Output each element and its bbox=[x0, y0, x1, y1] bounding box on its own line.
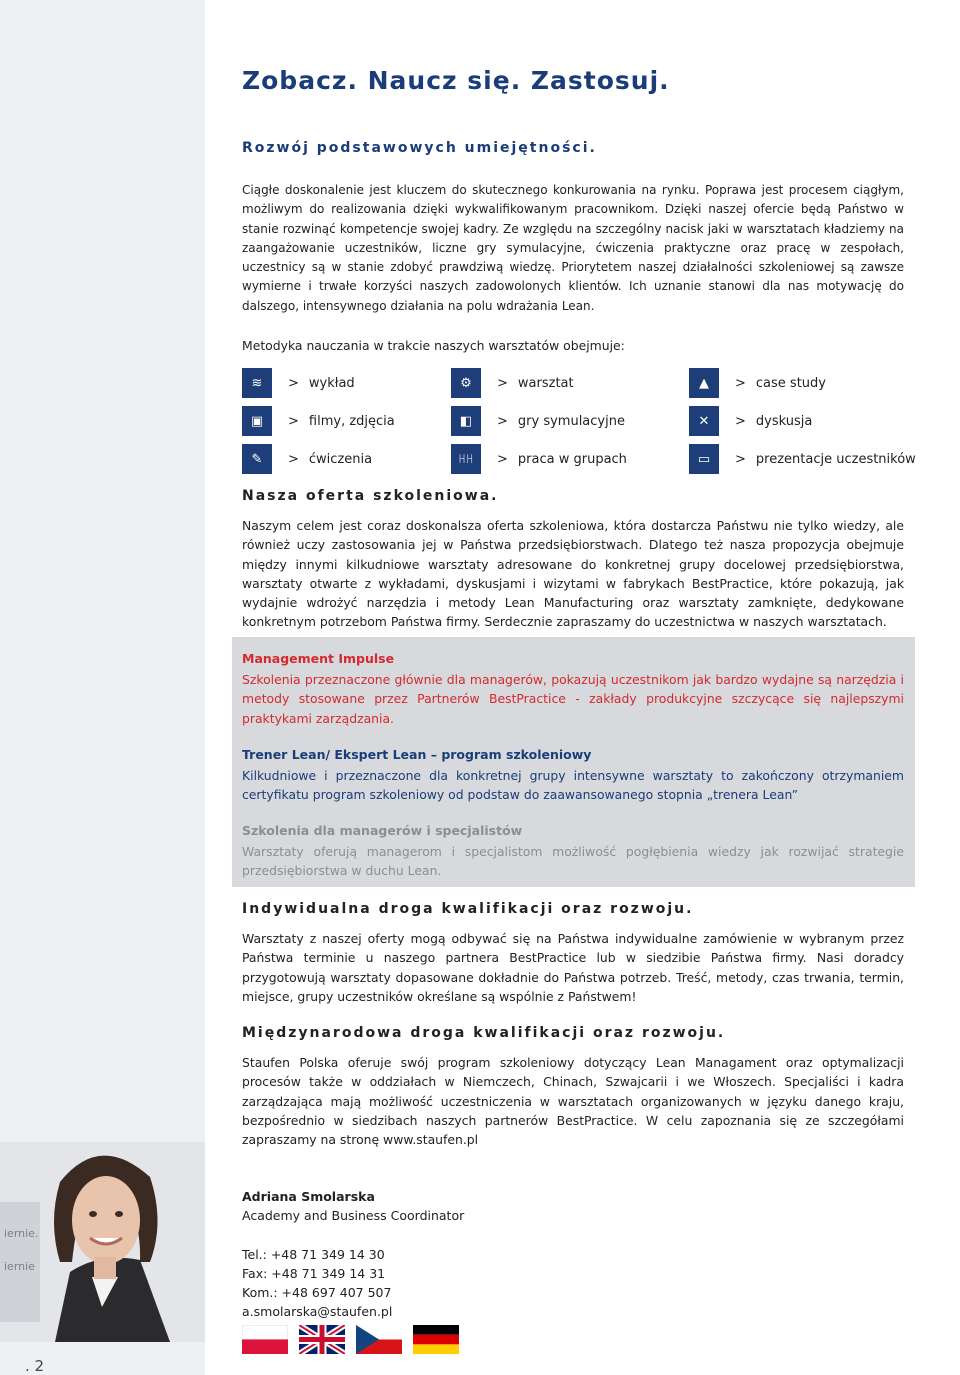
section-heading-individual: Indywidualna droga kwalifikacji oraz rozwoju. bbox=[242, 901, 694, 917]
poland-flag-icon[interactable] bbox=[242, 1325, 288, 1354]
methods-row-1 bbox=[242, 368, 922, 398]
intro-paragraph: Ciągłe doskonalenie jest kluczem do skutecznego konkurowania na rynku. Poprawa jest procesem ciągłym, możliwym do realizowania dzięki wykwalifikowanym pracownikom. Dzięki naszej ofercie będą Państwo w stanie rozwinąć kompetencje swojej kadry. Ze względu na szczególny nacisk jaki w warsztatach kładziemy na zaangażowanie uczestników, liczne gry symulacyjne, ćwiczenia praktyczne oraz pracę w zespołach, uczestnicy są w stanie zdobyć prawdziwą wiedzę. Priorytetem naszej działalności szkoleniowej są zawsze wymierne i trwałe korzyści naszych zadowolonych klientów. Ich uznanie stanowi dla nas motywację do dalszego, intensywnego działania na polu wdrażania Lean. bbox=[242, 183, 904, 313]
film-photo-icon: ▣ bbox=[242, 406, 272, 436]
svg-text:iernie.: iernie. bbox=[4, 1227, 39, 1240]
contact-phone[interactable]: Tel.: +48 71 349 14 30 bbox=[242, 1246, 385, 1262]
method-label: wykład bbox=[308, 375, 355, 391]
contact-card bbox=[242, 1187, 464, 1322]
methods-row-2 bbox=[242, 406, 922, 436]
page-number: . 2 bbox=[25, 1357, 45, 1375]
international-paragraph: Staufen Polska oferuje swój program szkoleniowy dotyczący Lean Managament oraz optymalizacji procesów także w oddziałach w Niemczech, Chinach, Szwajcarii i we Włoszech. Specjaliści i kadra zarządzająca mają możliwość uczestniczenia w warsztatach organizowanych w języku danego kraju, bezpośrednio w siedzibach naszych partnerów BestPractice. W celu zapoznania się ze szczegółami zapraszamy na stronę www.staufen.pl bbox=[242, 1055, 904, 1148]
offer-paragraph: Naszym celem jest coraz doskonalsza oferta szkoleniowa, która dostarcza Państwu nie tylko wiedzy, ale również uczy zastosowania jej w Państwa przedsiębiorstwach. Dlatego też nasza propozycja obejmuje między innymi kilkudniowe warsztaty adresowane do konkretnej grupy docelowej przedsiębiorstwa, warsztaty otwarte z wykładami, dyskusjami i wizytami w fabrykach BestPractice, które pokazują, jak wydajnie wdrożyć narzędzia i metody Lean Manufacturing oraz warsztaty zamknięte, dedykowane konkretnym potrzebom Państwa firmy. Serdecznie zapraszamy do uczestnictwa w naszych warsztatach. bbox=[242, 518, 904, 630]
program-text-lean-trainer: Kilkudniowe i przeznaczone dla konkretnej grupy intensywne warsztaty to zakończony otrzymaniem certyfikatu program szkoleniowy od podstaw do zaawansowanego stopnia „trenera Lean” bbox=[242, 768, 904, 803]
method-label: dyskusja bbox=[755, 413, 813, 429]
method-label: gry symulacyjne bbox=[517, 413, 625, 429]
method-label: praca w grupach bbox=[517, 451, 627, 467]
program-title-management-impulse: Management Impulse bbox=[242, 651, 395, 666]
uk-flag-icon[interactable] bbox=[299, 1325, 345, 1354]
exercise-icon: ✎ bbox=[242, 444, 272, 474]
program-title-managers-specialists: Szkolenia dla managerów i specjalistów bbox=[242, 823, 523, 838]
method-item bbox=[689, 444, 916, 474]
contact-photo bbox=[0, 1142, 205, 1342]
program-text-managers-specialists: Warsztaty oferują managerom i specjalistom możliwość pogłębienia wiedzy jak rozwijać strategie przedsiębiorstwa w duchu Lean. bbox=[242, 844, 904, 879]
method-arrow: > bbox=[497, 375, 508, 391]
lecture-icon: ≋ bbox=[242, 368, 272, 398]
method-item bbox=[242, 368, 355, 398]
methods-intro: Metodyka nauczania w trakcie naszych warsztatów obejmuje: bbox=[242, 338, 625, 353]
method-item bbox=[689, 406, 812, 436]
method-arrow: > bbox=[497, 451, 508, 467]
method-item bbox=[451, 444, 627, 474]
simulation-game-icon: ◧ bbox=[451, 406, 481, 436]
method-item bbox=[242, 444, 372, 474]
svg-text:iernie: iernie bbox=[4, 1260, 35, 1273]
method-arrow: > bbox=[497, 413, 508, 429]
method-item bbox=[451, 406, 625, 436]
methods-row-3 bbox=[242, 444, 922, 474]
case-study-icon: ▲ bbox=[689, 368, 719, 398]
method-label: warsztat bbox=[517, 375, 574, 391]
contact-role: Academy and Business Coordinator bbox=[242, 1208, 465, 1224]
method-item bbox=[451, 368, 574, 398]
program-title-lean-trainer: Trener Lean/ Ekspert Lean – program szkoleniowy bbox=[242, 747, 592, 762]
contact-name: Adriana Smolarska bbox=[242, 1189, 375, 1204]
method-arrow: > bbox=[288, 375, 299, 391]
section-heading-basic-skills: Rozwój podstawowych umiejętności. bbox=[242, 140, 597, 156]
section-heading-international: Międzynarodowa droga kwalifikacji oraz rozwoju. bbox=[242, 1025, 726, 1041]
language-flags bbox=[242, 1325, 459, 1354]
contact-fax: Fax: +48 71 349 14 31 bbox=[242, 1265, 386, 1281]
method-item bbox=[242, 406, 395, 436]
method-label: case study bbox=[755, 375, 826, 391]
method-label: prezentacje uczestników bbox=[755, 451, 916, 467]
group-work-icon: ꀿꀿ bbox=[451, 444, 481, 474]
method-arrow: > bbox=[288, 451, 299, 467]
portrait-image bbox=[0, 1142, 205, 1342]
czech-flag-icon[interactable] bbox=[356, 1325, 402, 1354]
method-arrow: > bbox=[735, 451, 746, 467]
page-title: Zobacz. Naucz się. Zastosuj. bbox=[242, 66, 670, 95]
presentation-icon: ▭ bbox=[689, 444, 719, 474]
method-arrow: > bbox=[735, 413, 746, 429]
discussion-icon: ✕ bbox=[689, 406, 719, 436]
method-label: ćwiczenia bbox=[308, 451, 373, 467]
program-text-management-impulse: Szkolenia przeznaczone głównie dla managerów, pokazują uczestnikom jak bardzo wydajne są narzędzia i metody stosowane przez Partnerów BestPractice - zakłady produkcyjne szczycące się najlepszymi praktykami zarządzania. bbox=[242, 672, 904, 726]
contact-mobile[interactable]: Kom.: +48 697 407 507 bbox=[242, 1285, 392, 1301]
method-item bbox=[689, 368, 826, 398]
individual-paragraph: Warsztaty z naszej oferty mogą odbywać się na Państwa indywidualne zamówienie w wybranym przez Państwa terminie u naszego partnera BestPractice lub w siedzibie Państwa firmy. Nasi doradcy przygotowują warsztaty dopasowane dokładnie do Państwa potrzeb. Treść, metody, czas trwania, termin, miejsce, grupy uczestników określane są wspólnie z Państwem! bbox=[242, 931, 904, 1004]
section-heading-offer: Nasza oferta szkoleniowa. bbox=[242, 488, 499, 504]
method-arrow: > bbox=[288, 413, 299, 429]
workshop-gears-icon: ⚙ bbox=[451, 368, 481, 398]
contact-email[interactable]: a.smolarska@staufen.pl bbox=[242, 1304, 393, 1320]
method-arrow: > bbox=[735, 375, 746, 391]
germany-flag-icon[interactable] bbox=[413, 1325, 459, 1354]
method-label: filmy, zdjęcia bbox=[308, 413, 395, 429]
